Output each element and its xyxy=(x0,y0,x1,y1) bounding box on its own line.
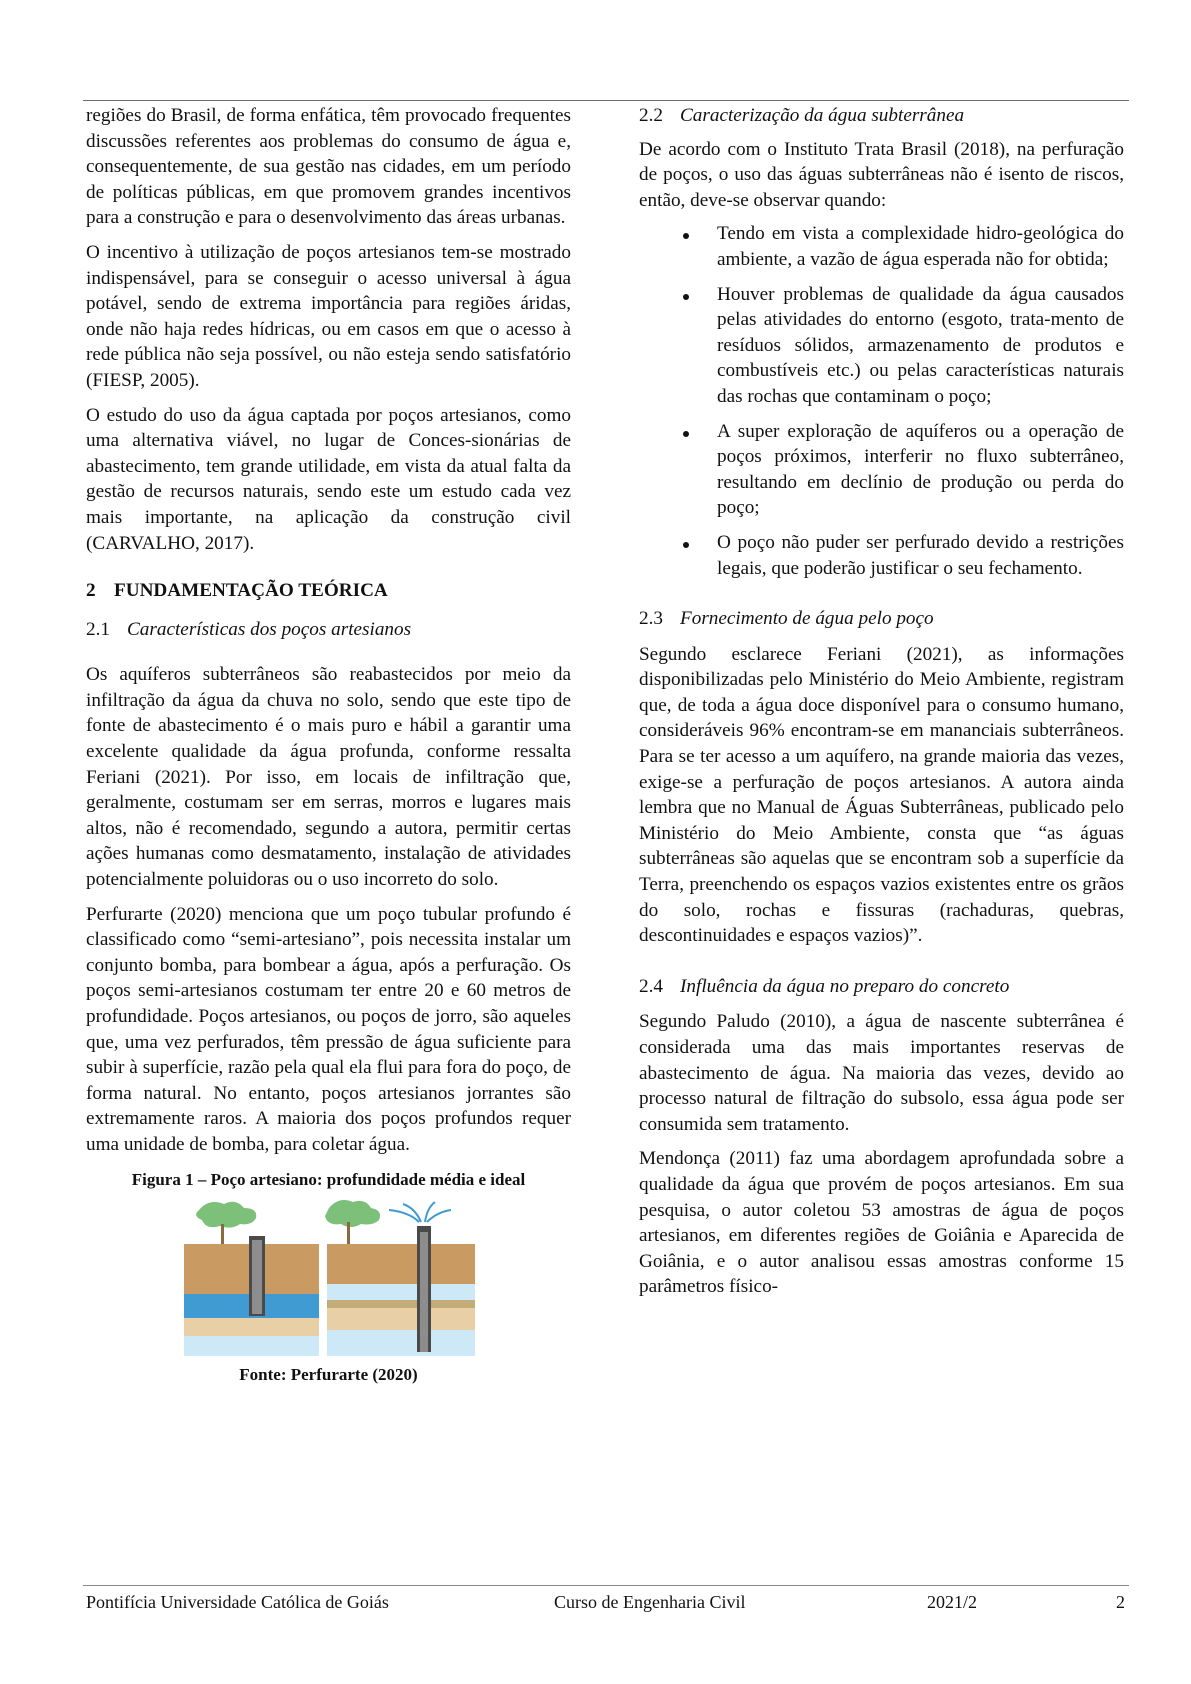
paragraph: Segundo esclarece Feriani (2021), as informações disponibilizadas pelo Ministério do Meio Ambiente, registram que, de toda a água doce disponível para o consumo humano, consideráveis 96% encontram-se em mananciais subterrâneos. Para se ter acesso a um aquífero, na grande maioria das vezes, exige-se a perfuração de poços artesianos. A autora ainda lembra que no Manual de Águas Subterrâneas, publicado pelo Ministério do Meio Ambiente, consta que “as águas subterrâneas são aquelas que se encontram sob a superfície da Terra, preenchendo os espaços vazios existentes entre os grãos do solo, rochas e fissuras (rachaduras, quebras, descontinuidades e espaços vazios)”. xyxy=(639,643,1124,947)
risk-list xyxy=(639,221,1124,581)
subsection-heading-2-3 xyxy=(639,606,1124,632)
section-heading-2 xyxy=(86,578,571,604)
subsection-heading-2-4 xyxy=(639,974,1124,1000)
subsection-number: 2.1 xyxy=(86,618,110,640)
paragraph: De acordo com o Instituto Trata Brasil (2018), na perfuração de poços, o uso das águas subterrâneas não é isento de riscos, então, deve-se observar quando: xyxy=(639,138,1124,211)
soil-layer xyxy=(184,1318,319,1336)
list-item xyxy=(639,221,1124,272)
bullet-icon xyxy=(639,221,717,272)
subsection-number: 2.4 xyxy=(639,975,663,997)
bullet-icon xyxy=(639,419,717,521)
subsection-title: Fornecimento de água pelo poço xyxy=(680,608,934,630)
tree-trunk xyxy=(221,1224,224,1246)
tree-canopy-icon xyxy=(196,1202,256,1228)
left-column xyxy=(86,103,571,1388)
subsection-number: 2.2 xyxy=(639,105,663,126)
list-item xyxy=(639,530,1124,581)
figure-caption: Figura 1 – Poço artesiano: profundidade média e ideal xyxy=(131,1169,526,1189)
subsection-heading-2-2 xyxy=(639,103,1124,129)
list-item-text: Tendo em vista a complexidade hidro-geológica do ambiente, a vazão de água esperada não for obtida; xyxy=(717,223,1124,270)
subsection-title: Influência da água no preparo do concreto xyxy=(680,975,1010,997)
right-column xyxy=(639,103,1124,1309)
water-layer xyxy=(184,1336,319,1356)
soil-layer xyxy=(327,1244,475,1284)
water-layer xyxy=(327,1284,475,1300)
average-depth-panel xyxy=(184,1202,319,1356)
section-title: FUNDAMENTAÇÃO TEÓRICA xyxy=(114,580,388,602)
soil-layer xyxy=(327,1308,475,1330)
paragraph: O incentivo à utilização de poços artesianos tem-se mostrado indispensável, para se conseguir o acesso universal à água potável, sendo de extrema importância para regiões áridas, onde não haja redes hídricas, ou em casos em que o acesso à rede pública não seja possível, ou não esteja sendo satisfatório (FIESP, 2005). xyxy=(86,241,571,391)
figure-artesian-well xyxy=(86,1198,571,1358)
paragraph: regiões do Brasil, de forma enfática, têm provocado frequentes discussões referentes aos problemas do consumo de água e, consequentemente, de sua gestão nas cidades, em um período de políticas públicas, em que promovem grandes incentivos para a construção e para o desenvolvimento das áreas urbanas. xyxy=(86,105,571,229)
ideal-depth-panel xyxy=(325,1200,475,1356)
section-number: 2 xyxy=(86,580,96,602)
paragraph: Mendonça (2011) faz uma abordagem aprofundada sobre a qualidade da água que provém de poços artesianos. Em sua pesquisa, o autor coletou 53 amostras de água de poços artesianos, em diferentes regiões de Goiânia e Aparecida de Goiânia, e o autor analisou essas amostras conforme 15 parâmetros físico- xyxy=(639,1148,1124,1298)
list-item xyxy=(639,419,1124,521)
subsection-heading-2-1 xyxy=(86,617,571,643)
paragraph: Segundo Paludo (2010), a água de nascente subterrânea é considerada uma das mais importantes reservas de abastecimento de água. Na maioria das vezes, devido ao processo natural de filtração do subsolo, essa água pode ser consumida sem tratamento. xyxy=(639,1011,1124,1135)
tree-canopy-icon xyxy=(325,1200,380,1227)
water-jet-icon xyxy=(389,1202,451,1222)
bullet-icon xyxy=(639,530,717,581)
subsection-title: Características dos poços artesianos xyxy=(127,618,412,640)
tree-trunk xyxy=(347,1222,350,1246)
figure-source: Fonte: Perfurarte (2020) xyxy=(239,1365,418,1385)
paragraph: Perfurarte (2020) menciona que um poço tubular profundo é classificado como “semi-artesiano”, pois necessita instalar um conjunto bomba, para bombear a água, após a perfuração. Os poços semi-artesianos costumam ter entre 20 e 60 metros de profundidade. Poços artesianos, ou poços de jorro, são aqueles que, uma vez perfurados, têm pressão de água suficiente para subir à superfície, razão pela qual ela flui para fora do poço, de forma natural. No entanto, poços artesianos jorrantes são extremamente raros. A maioria dos poços profundos requer uma unidade de bomba, para coletar água. xyxy=(86,903,571,1155)
footer-semester: 2021/2 xyxy=(927,1592,978,1612)
well-pipe-inner xyxy=(252,1240,262,1314)
bullet-icon xyxy=(639,282,717,410)
list-item xyxy=(639,282,1124,410)
clay-layer xyxy=(327,1300,475,1308)
page-footer xyxy=(86,1589,1129,1615)
footer-course: Curso de Engenharia Civil xyxy=(554,1592,746,1612)
subsection-number: 2.3 xyxy=(639,608,663,630)
page-number: 2 xyxy=(1116,1592,1125,1612)
paragraph: O estudo do uso da água captada por poços artesianos, como uma alternativa viável, no lugar de Conces-sionárias de abastecimento, tem grande utilidade, em vista da atual falta da gestão de recursos naturais, sendo este um estudo cada vez mais importante, na aplicação da construção civil (CARVALHO, 2017). xyxy=(86,404,571,554)
list-item-text: A super exploração de aquíferos ou a operação de poços próximos, interferir no fluxo subterrâneo, resultando em declínio de produção ou perda do poço; xyxy=(717,420,1124,519)
paragraph: Os aquíferos subterrâneos são reabastecidos por meio da infiltração da água da chuva no solo, sendo que este tipo de fonte de abastecimento é o mais puro e hábil a garantir uma excelente qualidade da água profunda, conforme ressalta Feriani (2021). Por isso, em locais de infiltração que, geralmente, costumam ser em serras, morros e lugares mais altos, não é recomendado, segundo a autora, permitir certas ações humanas como desmatamento, instalação de atividades potencialmente poluidoras ou o uso incorreto do solo. xyxy=(86,664,571,891)
list-item-text: Houver problemas de qualidade da água causados pelas atividades do entorno (esgoto, trata-mento de resíduos sólidos, armazenamento de produtos e combustíveis etc.) ou pelas características naturais das rochas que contaminam o poço; xyxy=(717,283,1124,407)
well-pipe-inner xyxy=(420,1232,428,1352)
list-item-text: O poço não puder ser perfurado devido a restrições legais, que poderão justificar o seu fechamento. xyxy=(717,531,1124,579)
subsection-title: Caracterização da água subterrânea xyxy=(680,105,965,126)
artesian-well-illustration xyxy=(179,1198,479,1358)
header-rule xyxy=(83,100,1129,101)
footer-rule xyxy=(83,1585,1129,1586)
footer-institution: Pontifícia Universidade Católica de Goiás xyxy=(86,1592,389,1612)
water-layer xyxy=(327,1330,475,1356)
